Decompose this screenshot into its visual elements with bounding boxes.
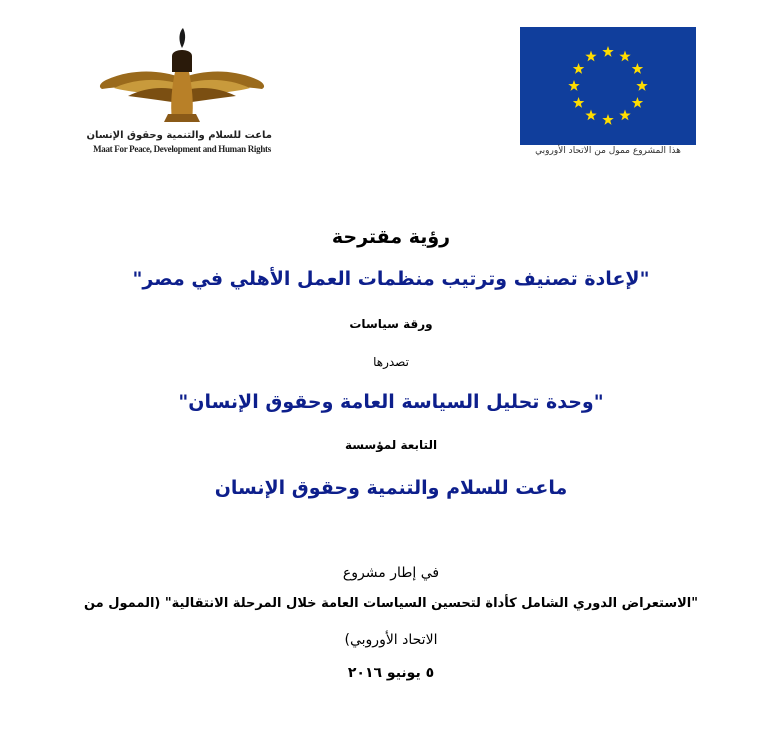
eu-star-icon	[632, 63, 643, 74]
eu-star-icon	[568, 80, 579, 91]
project-intro: في إطار مشروع	[342, 565, 440, 581]
project-name-line2: الاتحاد الأوروبي)	[344, 632, 438, 648]
eu-star-icon	[585, 109, 596, 120]
maat-name-english: Maat For Peace, Development and Human Rights	[93, 144, 271, 154]
eu-star-icon	[573, 97, 584, 108]
org-name: ماعت للسلام والتنمية وحقوق الإنسان	[214, 477, 568, 499]
eu-flag	[520, 27, 696, 145]
doc-heading: رؤية مقترحة	[331, 226, 451, 248]
eu-stars-icon	[520, 27, 696, 145]
eu-star-icon	[602, 114, 613, 125]
doc-title: "لإعادة تصنيف وترتيب منظمات العمل الأهلي في مصر"	[132, 268, 650, 290]
eu-star-icon	[636, 80, 647, 91]
eu-star-icon	[602, 46, 613, 57]
eu-star-icon	[619, 51, 630, 62]
doc-type: ورقة سياسات	[349, 317, 433, 331]
eu-star-icon	[632, 97, 643, 108]
maat-logo	[86, 26, 272, 166]
eu-funding-caption: هذا المشروع ممول من الاتحاد الأوروبي	[535, 146, 681, 156]
winged-goddess-icon	[92, 26, 272, 126]
unit-name: "وحدة تحليل السياسة العامة وحقوق الإنسان"	[178, 391, 604, 413]
issued-by-label: تصدرها	[373, 355, 409, 369]
eu-star-icon	[619, 109, 630, 120]
affiliation-label: التابعة لمؤسسة	[344, 438, 438, 452]
eu-star-icon	[573, 63, 584, 74]
project-name-line1: "الاستعراض الدوري الشامل كأداة لتحسين السياسات العامة خلال المرحلة الانتقالية" (الممول من	[83, 596, 699, 611]
eu-star-icon	[585, 51, 596, 62]
maat-name-arabic: ماعت للسلام والتنمية وحقوق الإنسان	[86, 130, 272, 141]
doc-date: ٥ يونيو ٢٠١٦	[347, 665, 435, 681]
